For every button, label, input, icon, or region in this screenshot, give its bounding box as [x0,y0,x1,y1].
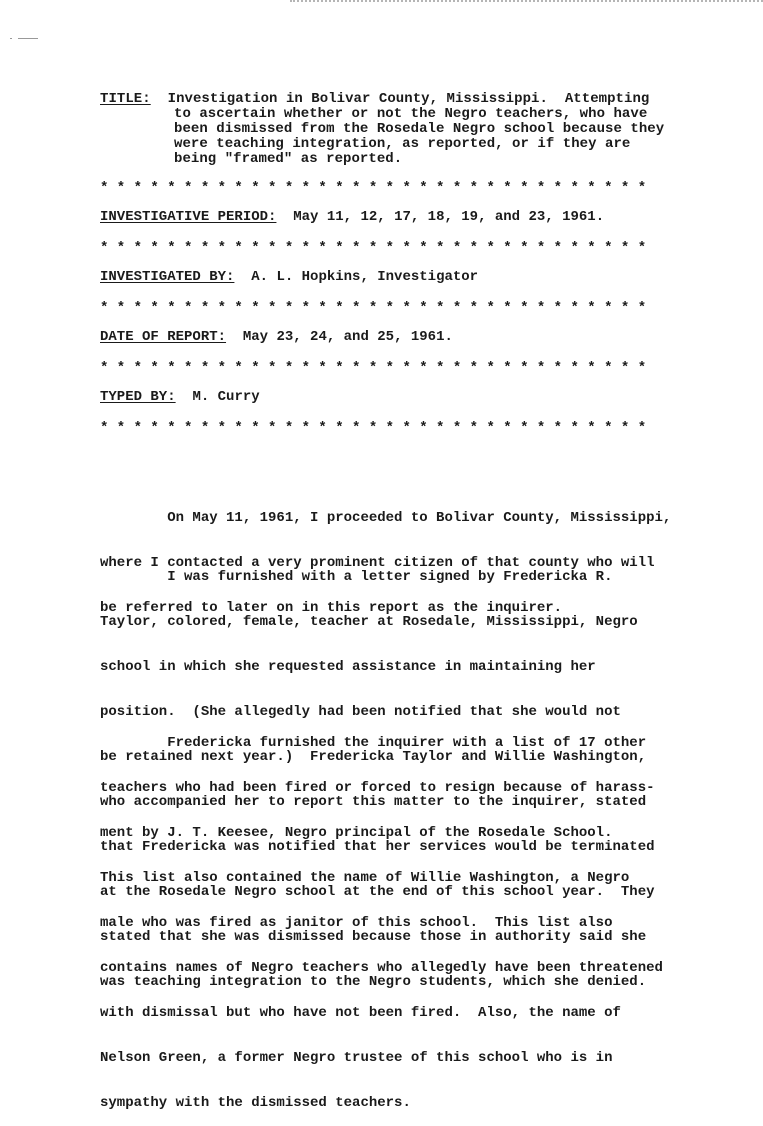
title-label: TITLE: [100,91,151,107]
title-section [100,92,664,167]
scan-speck [10,38,12,39]
typed-label: TYPED BY: [100,389,176,405]
text-line: at the Rosedale Negro school at the end of this school year. They [100,884,655,900]
text-line: sympathy with the dismissed teachers. [100,1095,411,1111]
text-line: stated that she was dismissed because those in authority said she [100,929,647,945]
scan-edge-dots [290,0,763,4]
scan-speck [18,38,38,39]
text-line: On May 11, 1961, I proceeded to Bolivar County, Mississippi, [100,510,672,526]
text-line: was teaching integration to the Negro students, which she denied. [100,974,647,990]
investigated-value: A. L. Hopkins, Investigator [251,269,479,285]
text-line: be retained next year.) Fredericka Taylor and Willie Washington, [100,749,647,765]
text-line: school in which she requested assistance in maintaining her [100,659,596,675]
text-line: Taylor, colored, female, teacher at Rosedale, Mississippi, Negro [100,614,638,630]
text-line: Nelson Green, a former Negro trustee of this school who is in [100,1050,613,1066]
date-label: DATE OF REPORT: [100,329,227,345]
text-line: male who was fired as janitor of this school. This list also [100,915,613,931]
text-line: who accompanied her to report this matter to the inquirer, stated [100,794,647,810]
period-value: May 11, 12, 17, 18, 19, and 23, 1961. [293,209,605,225]
text-line: ment by J. T. Keesee, Negro principal of the Rosedale School. [100,825,613,841]
text-line: position. (She allegedly had been notified that she would not [100,704,621,720]
text-line: contains names of Negro teachers who allegedly have been threatened [100,960,663,976]
title-line: to ascertain whether or not the Negro teachers, who have [174,106,648,122]
separator: * * * * * * * * * * * * * * * * * * * * * * * * * * * * * * * * * [100,240,647,256]
separator: * * * * * * * * * * * * * * * * * * * * * * * * * * * * * * * * * [100,180,647,196]
separator: * * * * * * * * * * * * * * * * * * * * * * * * * * * * * * * * * [100,300,647,316]
date-value: May 23, 24, and 25, 1961. [242,329,453,345]
separator: * * * * * * * * * * * * * * * * * * * * * * * * * * * * * * * * * [100,420,647,436]
text-line: I was furnished with a letter signed by Fredericka R. [100,569,613,585]
investigated-by [100,270,478,285]
period-label: INVESTIGATIVE PERIOD: [100,209,277,225]
typed-value: M. Curry [192,389,260,405]
title-line: being "framed" as reported. [174,151,403,167]
text-line: where I contacted a very prominent citizen of that county who will [100,555,655,571]
title-line: were teaching integration, as reported, or if they are [174,136,631,152]
body-paragraph [100,706,663,1126]
text-line: teachers who had been fired or forced to resign because of harass- [100,780,655,796]
text-line: with dismissal but who have not been fired. Also, the name of [100,1005,621,1021]
text-line: Fredericka furnished the inquirer with a list of 17 other [100,735,647,751]
date-of-report [100,330,453,345]
investigated-label: INVESTIGATED BY: [100,269,235,285]
text-line: that Fredericka was notified that her services would be terminated [100,839,655,855]
text-line: This list also contained the name of Willie Washington, a Negro [100,870,630,886]
separator: * * * * * * * * * * * * * * * * * * * * * * * * * * * * * * * * * [100,360,647,376]
typed-by [100,390,260,405]
title-line: Investigation in Bolivar County, Mississippi. Attempting [167,91,650,107]
title-line: been dismissed from the Rosedale Negro school because they [174,121,665,137]
text-line: be referred to later on in this report as the inquirer. [100,600,563,616]
investigative-period [100,210,604,225]
